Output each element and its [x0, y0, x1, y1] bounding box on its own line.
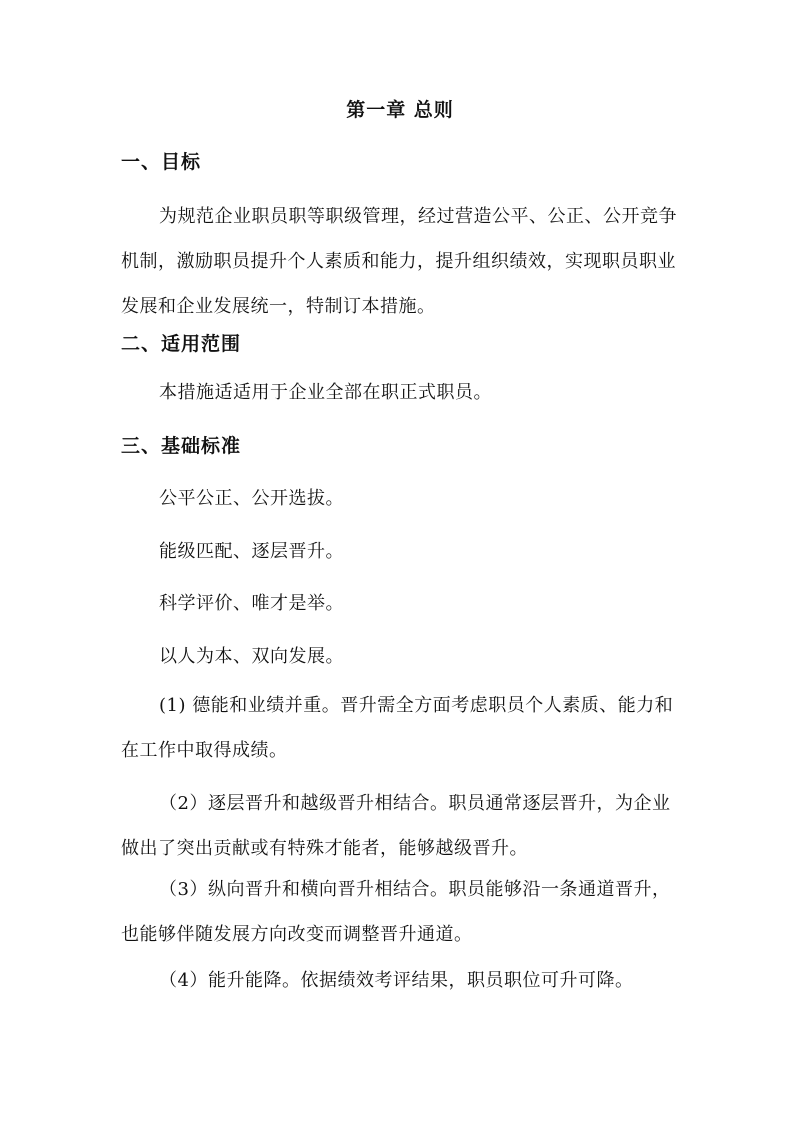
principle-line: 能级匹配、逐层晋升。 — [159, 541, 344, 562]
section-heading-goal: 一、目标 — [121, 151, 202, 173]
numbered-item: （4）能升能降。依据绩效考评结果，职员职位可升可降。 — [159, 970, 634, 991]
principle-line: 公平公正、公开选拔。 — [159, 488, 344, 509]
principle-line: 以人为本、双向发展。 — [159, 646, 344, 667]
numbered-item: (1) 德能和业绩并重。晋升需全方面考虑职员个人素质、能力和在工作中取得成绩。 — [121, 695, 674, 761]
numbered-item: （2）逐层晋升和越级晋升相结合。职员通常逐层晋升，为企业做出了突出贡献或有特殊才能者，能够越级晋升。 — [121, 793, 671, 859]
section-paragraph-scope: 本措施适适用于企业全部在职正式职员。 — [159, 382, 492, 403]
section-heading-principles: 三、基础标准 — [121, 435, 242, 457]
section-heading-scope: 二、适用范围 — [121, 333, 242, 355]
numbered-item: （3）纵向晋升和横向晋升相结合。职员能够沿一条通道晋升，也能够伴随发展方向改变而调整晋升通道。 — [121, 879, 671, 945]
principle-line: 科学评价、唯才是举。 — [159, 593, 344, 614]
chapter-title: 第一章 总则 — [346, 99, 454, 121]
section-paragraph-goal: 为规范企业职员职等职级管理，经过营造公平、公正、公开竞争机制，激励职员提升个人素质和能力，提升组织绩效，实现职员职业发展和企业发展统一，特制订本措施。 — [121, 206, 677, 317]
